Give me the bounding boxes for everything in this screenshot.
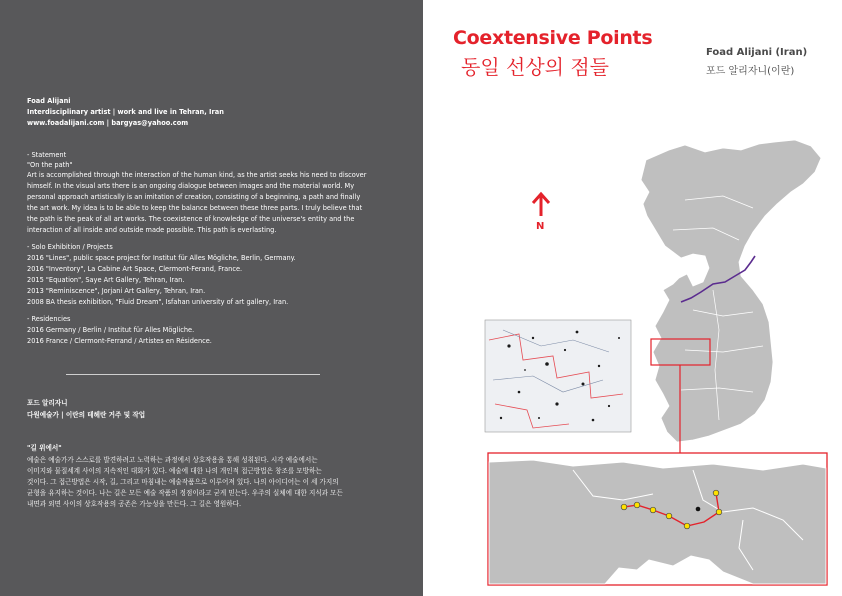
statement-line: the path is the peak of all art works. The coexistence of knowledge of the universe's entity and the: [27, 215, 355, 223]
artist-label-korean: 포드 알리자니(이란): [706, 66, 795, 77]
ko-statement-title: "길 위에서": [27, 444, 62, 452]
artist-name: Foad Alijani: [27, 97, 71, 105]
artist-contact-line: www.foadalijani.com | bargyas@yahoo.com: [27, 119, 189, 127]
ko-statement-line: 균형을 유지하는 것이다. 나는 길은 모든 예술 작품의 정점이라고 굳게 믿는다. 우주의 실체에 대한 지식과 모든: [27, 489, 343, 497]
ko-artist-name: 포드 알리자니: [27, 399, 68, 407]
right-panel: [423, 0, 842, 596]
solo-item: 2013 "Reminiscence", Jorjani Art Gallery, Tehran, Iran.: [27, 287, 206, 295]
statement-title: "On the path": [27, 161, 73, 169]
north-arrow-icon: [533, 194, 549, 216]
solo-item: 2016 "Inventory", La Cabine Art Space, Clermont-Ferand, France.: [27, 265, 243, 273]
statement-line: interaction of all inside and outside made possible. This path is everlasting.: [27, 226, 277, 234]
residencies-heading: - Residencies: [27, 315, 71, 323]
artist-label-english: Foad Alijani (Iran): [706, 47, 808, 58]
statement-line: himself. In the visual arts there is an ongoing dialogue between images and the material world. My: [27, 182, 355, 190]
ko-statement-line: 이미지와 물질세계 사이의 지속적인 대화가 있다. 예술에 대한 나의 개인적 접근방법은 창조를 모방하는: [27, 467, 322, 475]
ko-statement-line: 것이다. 그 접근방법은 시작, 길, 그리고 마침내는 예술작품으로 이루어져 있다. 나의 아이디어는 이 세 가지의: [27, 478, 339, 486]
solo-item: 2008 BA thesis exhibition, "Fluid Dream", Isfahan university of art gallery, Iran.: [27, 298, 289, 306]
residency-item: 2016 Germany / Berlin / Institut für Alles Mögliche.: [27, 326, 195, 334]
ko-artist-role: 다원예술가 | 이란의 테헤란 거주 및 작업: [27, 411, 146, 419]
detail-map: [488, 453, 827, 585]
title-korean: 동일 선상의 점들: [461, 55, 609, 79]
title-english: Coextensive Points: [453, 27, 653, 49]
ko-statement-line: 예술은 예술가가 스스로를 발견하려고 노력하는 과정에서 상호작용을 통해 성취된다. 시각 예술에서는: [27, 456, 318, 464]
ko-statement-line: 내면과 외면 사이의 상호작용의 공존은 가능성을 만든다. 그 길은 영원하다.: [27, 500, 242, 508]
artist-role-line: Interdisciplinary artist | work and live in Tehran, Iran: [27, 108, 224, 116]
solo-heading: - Solo Exhibition / Projects: [27, 243, 113, 251]
statement-line: Art is accomplished through the interaction of the human kind, as the artist seeks his need to discover: [27, 171, 367, 179]
star-chart-inset: [485, 320, 631, 432]
statement-heading: - Statement: [27, 151, 67, 159]
solo-item: 2015 "Equation", Saye Art Gallery, Tehran, Iran.: [27, 276, 185, 284]
map-illustration: [423, 0, 842, 596]
peninsula-map: [641, 140, 821, 442]
statement-line: personal approach artistically is an imitation of creation, consisting of a beginning, a path and finally: [27, 193, 361, 201]
section-divider: [66, 374, 320, 375]
residency-item: 2016 France / Clermont-Ferrand / Artistes en Résidence.: [27, 337, 212, 345]
north-label: N: [536, 221, 545, 232]
solo-item: 2016 "Lines", public space project for Institut für Alles Mögliche, Berlin, Germany.: [27, 254, 296, 262]
statement-line: the art work. My idea is to be able to keep the balance between these three parts. I truly believe that: [27, 204, 363, 212]
